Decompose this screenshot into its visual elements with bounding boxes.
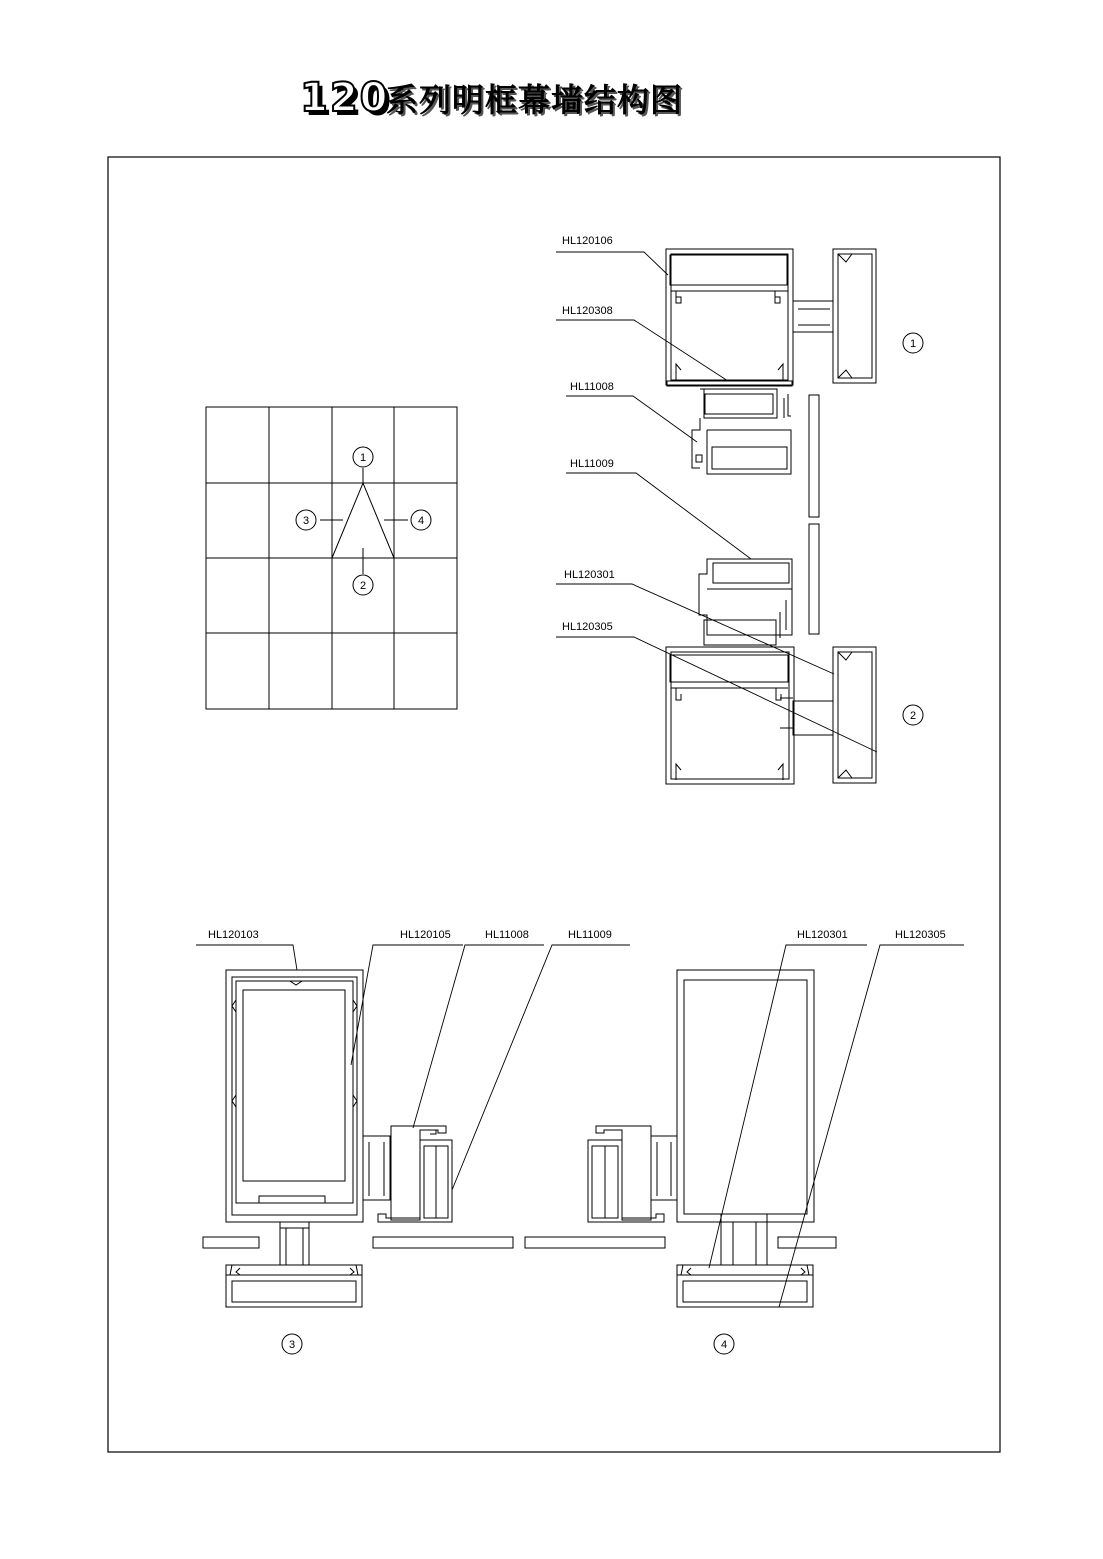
label-HL11009: HL11009 bbox=[570, 458, 614, 470]
upper-detail-section bbox=[666, 249, 876, 784]
key-marker-2-label: 2 bbox=[359, 580, 367, 592]
label-HL120305: HL120305 bbox=[562, 621, 613, 633]
label-HL11008-lower: HL11008 bbox=[485, 929, 529, 941]
label-HL120308: HL120308 bbox=[562, 305, 613, 317]
label-HL11009-lower: HL11009 bbox=[568, 929, 612, 941]
key-marker-4 bbox=[411, 510, 431, 530]
title-text: 系列明框幕墙结构图 bbox=[386, 81, 684, 119]
label-HL120301: HL120301 bbox=[564, 569, 615, 581]
key-marker-3-label: 3 bbox=[302, 515, 310, 527]
key-marker-2 bbox=[353, 575, 373, 595]
section-marker-2-label: 2 bbox=[909, 710, 917, 722]
key-marker-1-label: 1 bbox=[359, 452, 367, 464]
section-marker-3 bbox=[282, 1334, 302, 1354]
key-marker-4-label: 4 bbox=[417, 515, 425, 527]
section-marker-4-label: 4 bbox=[720, 1339, 728, 1351]
section-marker-3-label: 3 bbox=[288, 1339, 296, 1351]
label-HL120305-lower: HL120305 bbox=[895, 929, 946, 941]
key-marker-1 bbox=[353, 447, 373, 467]
title-series-number: 120 bbox=[300, 75, 390, 121]
label-HL120106: HL120106 bbox=[562, 235, 613, 247]
key-marker-3 bbox=[296, 510, 316, 530]
sheet-border bbox=[108, 157, 1000, 1452]
lower-left-detail-section bbox=[203, 970, 513, 1307]
label-HL120301-lower: HL120301 bbox=[797, 929, 848, 941]
section-marker-1-label: 1 bbox=[909, 338, 917, 350]
lower-left-leaders bbox=[196, 945, 630, 1190]
lower-right-leaders bbox=[709, 945, 964, 1307]
lower-right-detail-section bbox=[525, 970, 836, 1307]
upper-leaders bbox=[556, 252, 877, 752]
label-HL120105: HL120105 bbox=[400, 929, 451, 941]
section-marker-1 bbox=[903, 333, 923, 353]
section-marker-2 bbox=[903, 705, 923, 725]
label-HL11008: HL11008 bbox=[570, 381, 614, 393]
key-plan bbox=[206, 407, 457, 709]
label-HL120103: HL120103 bbox=[208, 929, 259, 941]
section-marker-4 bbox=[714, 1334, 734, 1354]
